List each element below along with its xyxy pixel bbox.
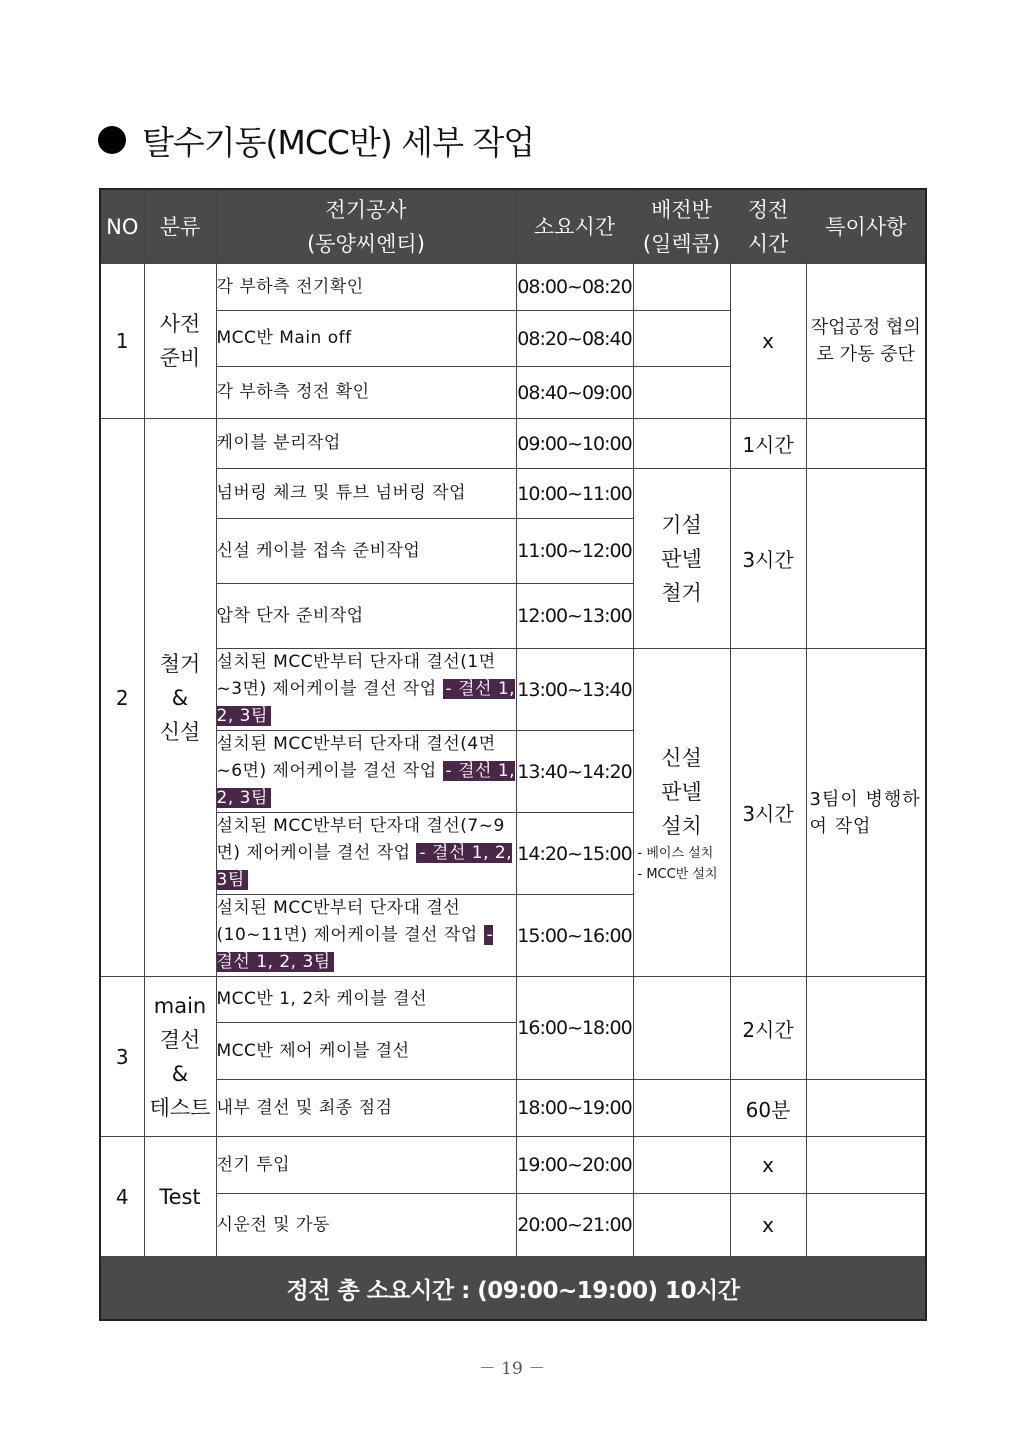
task-cell: 신설 케이블 접속 준비작업 bbox=[216, 519, 516, 584]
task-cell: 설치된 MCC반부터 단자대 결선(4면~6면) 제어케이블 결선 작업 - 결선 1, 2, 3팀 bbox=[216, 731, 516, 813]
note-cell bbox=[806, 1194, 926, 1257]
time-cell: 12:00~13:00 bbox=[516, 584, 633, 649]
header-notes: 특이사항 bbox=[806, 189, 926, 264]
task-cell: 케이블 분리작업 bbox=[216, 419, 516, 469]
time-cell: 13:00~13:40 bbox=[516, 649, 633, 731]
task-cell: 시운전 및 가동 bbox=[216, 1194, 516, 1257]
team-tag: - 결선 1, 2, 3팀 bbox=[216, 761, 516, 808]
panel-cell bbox=[633, 1194, 730, 1257]
time-cell: 11:00~12:00 bbox=[516, 519, 633, 584]
header-work-line2: (동양씨엔티) bbox=[307, 231, 425, 256]
table-row bbox=[100, 977, 926, 1023]
time-cell: 10:00~11:00 bbox=[516, 469, 633, 519]
table-row bbox=[100, 419, 926, 469]
team-tag: - 결선 1, 2, 3팀 bbox=[216, 843, 513, 890]
time-cell: 08:20~08:40 bbox=[516, 311, 633, 367]
note-cell: 3팀이 병행하여 작업 bbox=[806, 649, 926, 977]
header-work-line1: 전기공사 bbox=[325, 197, 407, 222]
outage-cell: 1시간 bbox=[730, 419, 806, 469]
page-title: 탈수기동(MCC반) 세부 작업 bbox=[142, 122, 535, 162]
time-cell: 18:00~19:00 bbox=[516, 1080, 633, 1137]
task-cell: 설치된 MCC반부터 단자대 결선(7~9면) 제어케이블 결선 작업 - 결선 1, 2, 3팀 bbox=[216, 813, 516, 895]
task-cell: 각 부하측 정전 확인 bbox=[216, 367, 516, 419]
panel-cell bbox=[633, 1137, 730, 1194]
header-panel-line2: (일렉콤) bbox=[642, 231, 721, 256]
time-cell: 13:40~14:20 bbox=[516, 731, 633, 813]
time-cell: 08:00~08:20 bbox=[516, 264, 633, 311]
task-cell: 설치된 MCC반부터 단자대 결선(10~11면) 제어케이블 결선 작업 - 결선 1, 2, 3팀 bbox=[216, 895, 516, 977]
time-cell: 08:40~09:00 bbox=[516, 367, 633, 419]
schedule-table bbox=[99, 188, 927, 1321]
outage-cell: x bbox=[730, 1194, 806, 1257]
header-outage bbox=[730, 189, 806, 264]
header-panel bbox=[633, 189, 730, 264]
panel-cell-removal: 기설 판넬 철거 bbox=[633, 469, 730, 649]
panel-cell bbox=[633, 311, 730, 367]
section-no: 4 bbox=[100, 1137, 144, 1257]
header-outage-line2: 시간 bbox=[747, 231, 789, 256]
header-no: NO bbox=[100, 189, 144, 264]
table-row bbox=[100, 469, 926, 519]
section-category: 철거 & 신설 bbox=[144, 419, 216, 977]
section-no: 2 bbox=[100, 419, 144, 977]
outage-cell: 2시간 bbox=[730, 977, 806, 1080]
header-panel-line1: 배전반 bbox=[651, 197, 712, 222]
header-outage-line1: 정전 bbox=[747, 197, 789, 222]
table-row bbox=[100, 1080, 926, 1137]
page-title-block bbox=[98, 112, 534, 168]
outage-cell: x bbox=[730, 264, 806, 419]
table-row bbox=[100, 1137, 926, 1194]
time-cell: 16:00~18:00 bbox=[516, 977, 633, 1080]
note-cell: 작업공정 협의로 가동 중단 bbox=[806, 264, 926, 419]
bullet-icon bbox=[98, 126, 126, 154]
task-cell: 내부 결선 및 최종 점검 bbox=[216, 1080, 516, 1137]
panel-cell bbox=[633, 977, 730, 1080]
section-category: 사전 준비 bbox=[144, 264, 216, 419]
outage-cell: 3시간 bbox=[730, 649, 806, 977]
note-cell bbox=[806, 419, 926, 469]
header-row bbox=[100, 189, 926, 264]
section-category: main 결선 & 테스트 bbox=[144, 977, 216, 1137]
section-category: Test bbox=[144, 1137, 216, 1257]
team-tag: - 결선 1, 2, 3팀 bbox=[216, 679, 516, 726]
task-cell: MCC반 제어 케이블 결선 bbox=[216, 1023, 516, 1080]
task-cell: 압착 단자 준비작업 bbox=[216, 584, 516, 649]
section-no: 3 bbox=[100, 977, 144, 1137]
table-row bbox=[100, 264, 926, 311]
panel-cell-install: 신설 판넬 설치 - 베이스 설치 - MCC반 설치 bbox=[633, 649, 730, 977]
task-cell: 전기 투입 bbox=[216, 1137, 516, 1194]
outage-cell: 60분 bbox=[730, 1080, 806, 1137]
time-cell: 09:00~10:00 bbox=[516, 419, 633, 469]
time-cell: 20:00~21:00 bbox=[516, 1194, 633, 1257]
panel-cell bbox=[633, 419, 730, 469]
note-cell bbox=[806, 1137, 926, 1194]
panel-cell bbox=[633, 1080, 730, 1137]
team-tag: - 결선 1, 2, 3팀 bbox=[216, 925, 494, 972]
time-cell: 15:00~16:00 bbox=[516, 895, 633, 977]
task-cell: MCC반 Main off bbox=[216, 311, 516, 367]
section-no: 1 bbox=[100, 264, 144, 419]
table-row bbox=[100, 649, 926, 731]
header-category: 분류 bbox=[144, 189, 216, 264]
header-work bbox=[216, 189, 516, 264]
outage-cell: 3시간 bbox=[730, 469, 806, 649]
time-cell: 14:20~15:00 bbox=[516, 813, 633, 895]
task-cell: 넘버링 체크 및 튜브 넘버링 작업 bbox=[216, 469, 516, 519]
note-cell bbox=[806, 977, 926, 1080]
panel-cell bbox=[633, 264, 730, 311]
panel-cell bbox=[633, 367, 730, 419]
page-number: － 19 － bbox=[478, 1359, 546, 1379]
note-cell bbox=[806, 1080, 926, 1137]
note-cell bbox=[806, 469, 926, 649]
table-row bbox=[100, 1194, 926, 1257]
outage-cell: x bbox=[730, 1137, 806, 1194]
time-cell: 19:00~20:00 bbox=[516, 1137, 633, 1194]
task-cell: 설치된 MCC반부터 단자대 결선(1면~3면) 제어케이블 결선 작업 - 결선 1, 2, 3팀 bbox=[216, 649, 516, 731]
header-duration: 소요시간 bbox=[516, 189, 633, 264]
total-row bbox=[100, 1257, 926, 1321]
task-cell: 각 부하측 전기확인 bbox=[216, 264, 516, 311]
total-outage-summary: 정전 총 소요시간 : (09:00~19:00) 10시간 bbox=[100, 1257, 926, 1321]
task-cell: MCC반 1, 2차 케이블 결선 bbox=[216, 977, 516, 1023]
